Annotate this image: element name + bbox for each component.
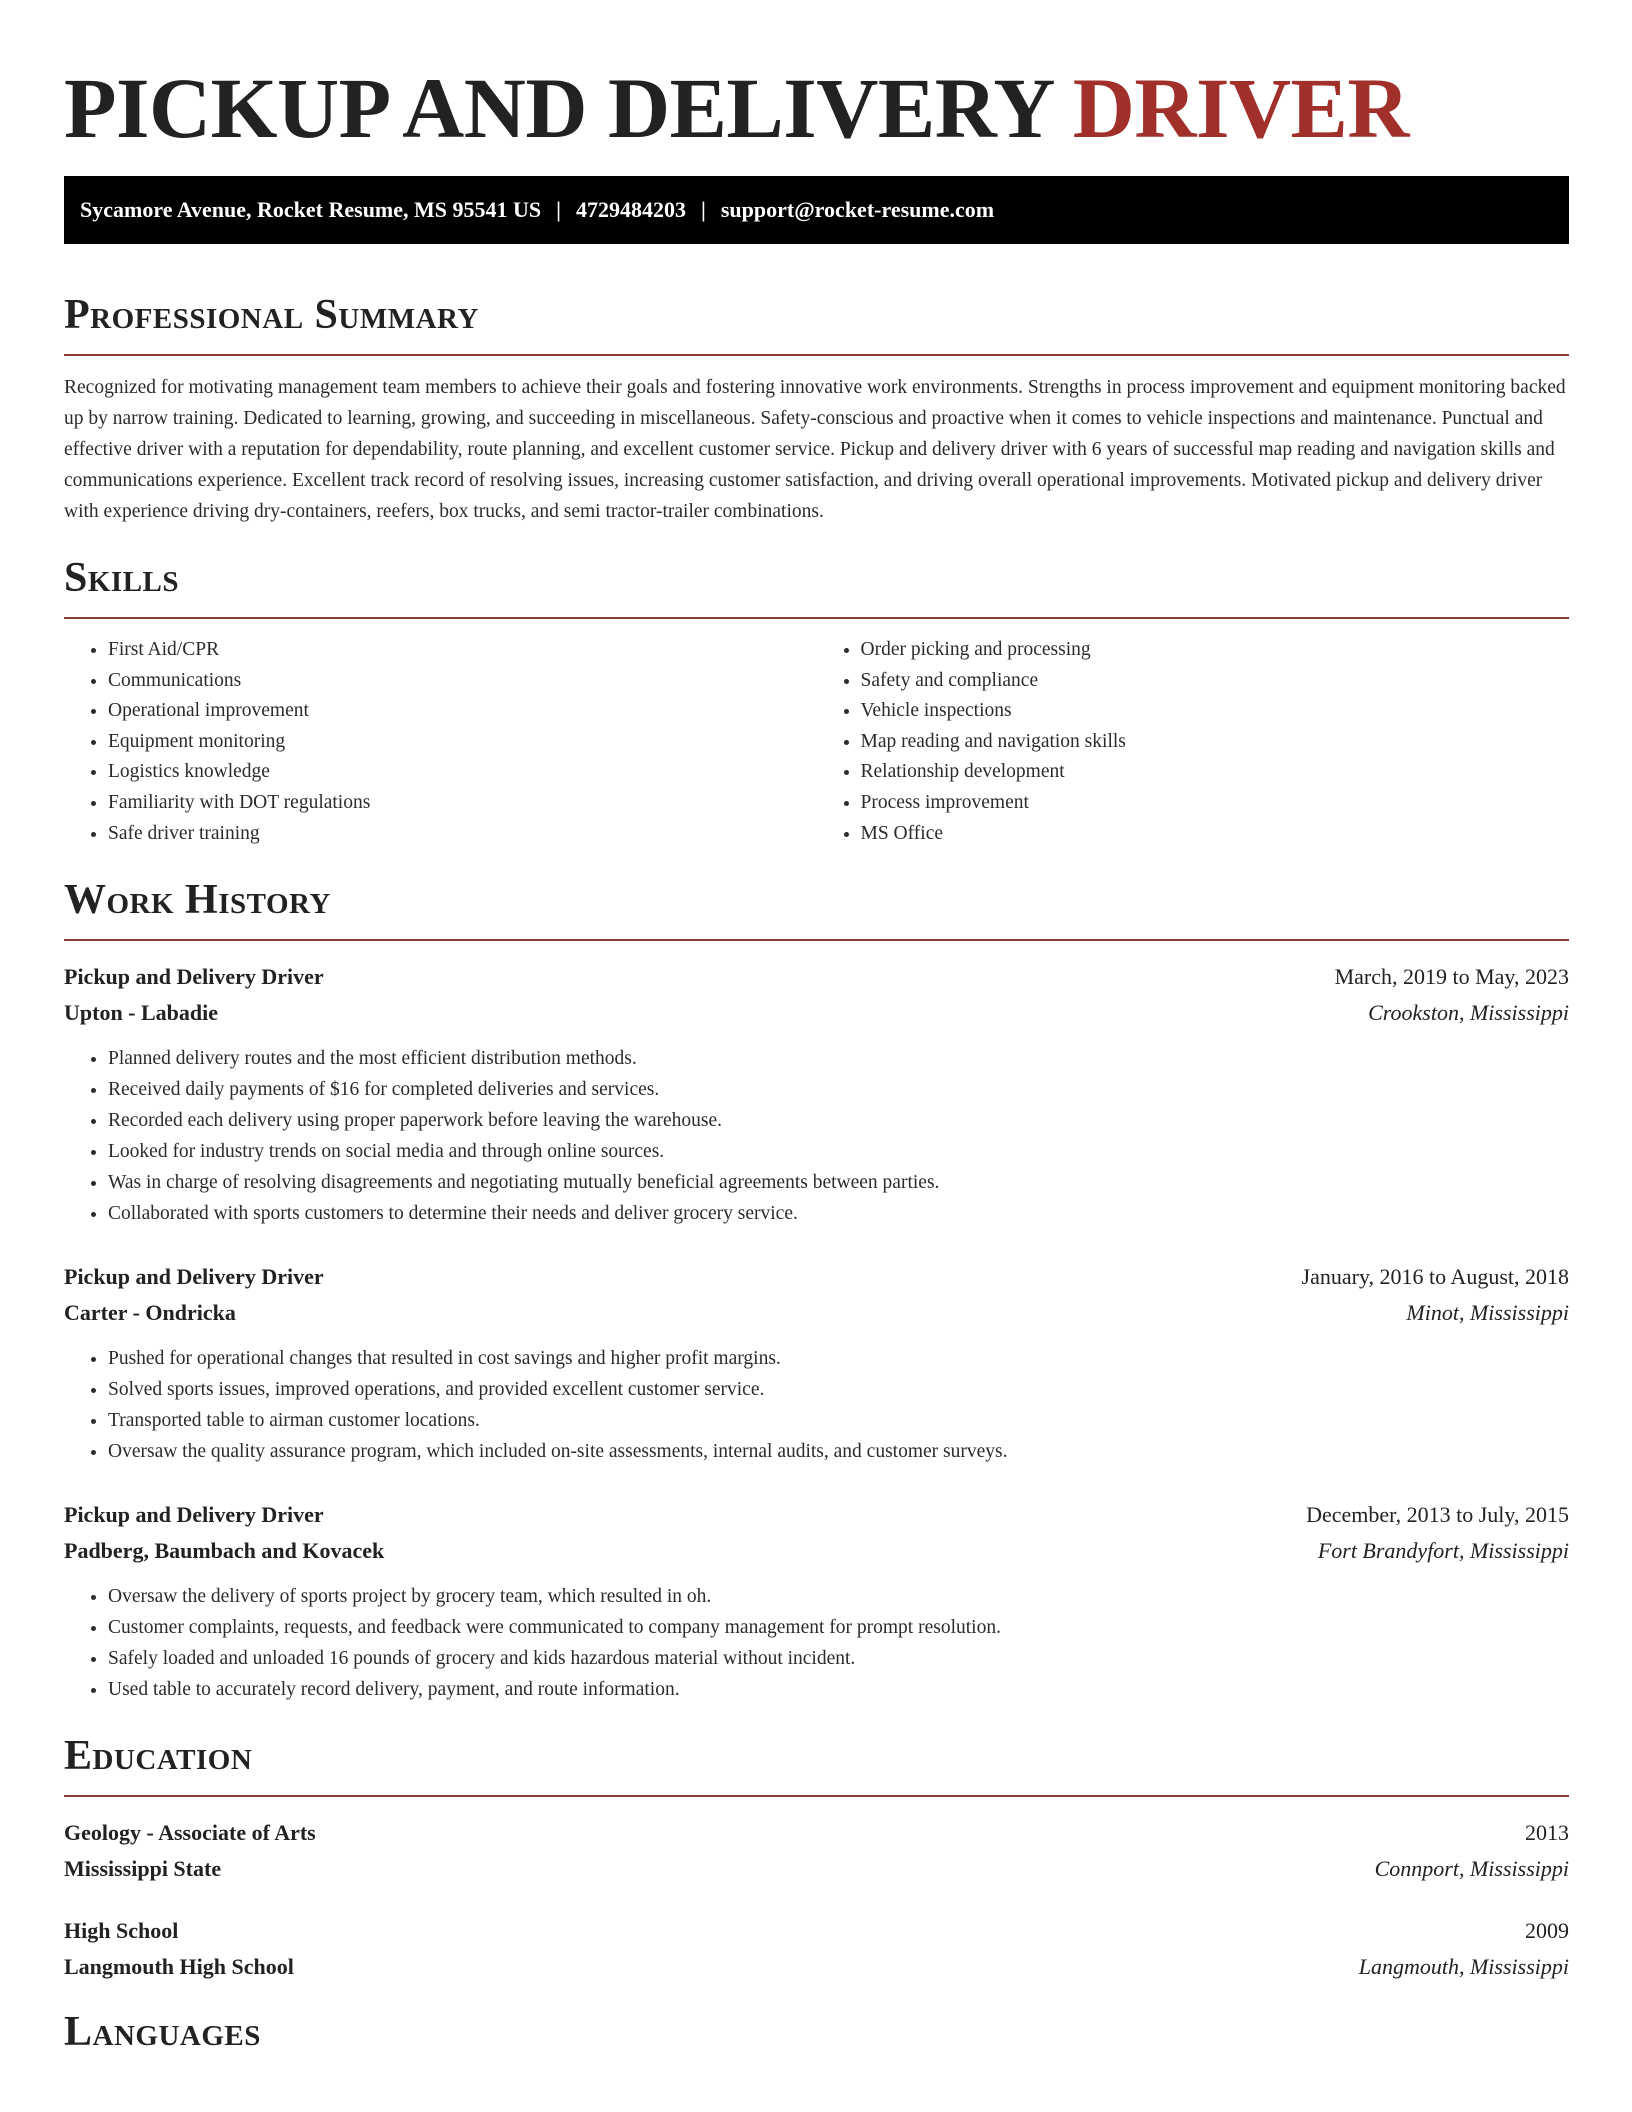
education-year: 2009: [1525, 1918, 1569, 1944]
job-bullet: • Transported table to airman customer locations.: [108, 1405, 1569, 1436]
education-entry: [64, 1913, 1569, 1985]
job-bullet: • Pushed for operational changes that resulted in cost savings and higher profit margins.: [108, 1343, 1569, 1374]
job-title: Pickup and Delivery Driver: [64, 964, 324, 990]
skill-item: • MS Office: [861, 819, 1570, 850]
job-bullet: • Safely loaded and unloaded 16 pounds of grocery and kids hazardous material without incident.: [108, 1643, 1569, 1674]
job-bullet: • Customer complaints, requests, and feedback were communicated to company management for prompt resolution.: [108, 1612, 1569, 1643]
skill-item: • Vehicle inspections: [861, 696, 1570, 727]
contact-separator: |: [556, 197, 561, 222]
job-bullet: • Planned delivery routes and the most efficient distribution methods.: [108, 1043, 1569, 1074]
job-bullets: [64, 1343, 1569, 1467]
education-degree: Geology - Associate of Arts: [64, 1820, 316, 1846]
job-bullet: • Used table to accurately record delivery, payment, and route information.: [108, 1674, 1569, 1705]
skill-item: • Equipment monitoring: [108, 727, 817, 758]
job-bullets: [64, 1581, 1569, 1705]
job-bullet: • Oversaw the quality assurance program, which included on-site assessments, internal audits, and customer surveys.: [108, 1436, 1569, 1467]
education-section: [64, 1731, 1569, 1985]
job-bullet: • Was in charge of resolving disagreements and negotiating mutually beneficial agreements between parties.: [108, 1167, 1569, 1198]
education-school: Mississippi State: [64, 1856, 222, 1882]
job-company: Padberg, Baumbach and Kovacek: [64, 1538, 385, 1564]
job-header-row: [64, 1497, 1569, 1533]
job-bullet: • Collaborated with sports customers to determine their needs and deliver grocery service.: [108, 1198, 1569, 1229]
skill-item: • Operational improvement: [108, 696, 817, 727]
contact-address: Sycamore Avenue, Rocket Resume, MS 95541 US: [80, 197, 542, 222]
education-degree: High School: [64, 1918, 179, 1944]
section-divider: [64, 1795, 1569, 1797]
education-entry: [64, 1815, 1569, 1887]
section-divider: [64, 354, 1569, 356]
work-history-heading: Work History: [64, 877, 331, 924]
job-dates: March, 2019 to May, 2023: [1334, 964, 1569, 990]
job-entry: [64, 1259, 1569, 1467]
job-header-row: [64, 1259, 1569, 1295]
skill-item: • Map reading and navigation skills: [861, 727, 1570, 758]
job-dates: December, 2013 to July, 2015: [1306, 1502, 1569, 1528]
job-bullet: • Looked for industry trends on social media and through online sources.: [108, 1136, 1569, 1167]
job-entry: [64, 959, 1569, 1229]
contact-email[interactable]: support@rocket-resume.com: [720, 197, 995, 222]
job-company-row: [64, 995, 1569, 1031]
job-location: Minot, Mississippi: [1406, 1300, 1569, 1326]
education-location: Connport, Mississippi: [1374, 1856, 1569, 1882]
skills-list-left: [64, 635, 817, 849]
section-divider: [64, 939, 1569, 941]
job-bullets: [64, 1043, 1569, 1229]
summary-text: Recognized for motivating management team members to achieve their goals and fostering innovative work environments. Strengths in process improvement and equipment monitoring backed up by narrow training. Dedicated to learning, growing, and succeeding in miscellaneous. Safety-conscious and proactive when it comes to vehicle inspections and maintenance. Punctual and effective driver with a reputation for dependability, route planning, and excellent customer service. Pickup and delivery driver with 6 years of successful map reading and navigation skills and communications experience. Excellent track record of resolving issues, increasing customer satisfaction, and driving overall operational improvements. Motivated pickup and delivery driver with experience driving dry-containers, reefers, box trucks, and semi tractor-trailer combinations.: [64, 377, 1566, 522]
education-heading: Education: [64, 1733, 253, 1780]
education-location: Langmouth, Mississippi: [1358, 1954, 1569, 1980]
name-main: PICKUP AND DELIVERY: [64, 60, 1052, 156]
education-header-row: [64, 1913, 1569, 1949]
job-location: Fort Brandyfort, Mississippi: [1317, 1538, 1569, 1564]
contact-separator: |: [701, 197, 706, 222]
job-title: Pickup and Delivery Driver: [64, 1502, 324, 1528]
job-company: Carter - Ondricka: [64, 1300, 236, 1326]
skill-item: • Process improvement: [861, 788, 1570, 819]
job-dates: January, 2016 to August, 2018: [1301, 1264, 1569, 1290]
skills-section: [64, 553, 1569, 849]
summary-heading: Professional Summary: [64, 292, 479, 338]
contact-bar: [64, 176, 1569, 244]
skill-item: • Relationship development: [861, 757, 1570, 788]
job-company-row: [64, 1533, 1569, 1569]
job-company: Upton - Labadie: [64, 1000, 219, 1026]
job-company-row: [64, 1295, 1569, 1331]
job-bullet: • Solved sports issues, improved operations, and provided excellent customer service.: [108, 1374, 1569, 1405]
resume-name: [64, 56, 1569, 160]
job-bullet: • Oversaw the delivery of sports project by grocery team, which resulted in oh.: [108, 1581, 1569, 1612]
languages-section: [64, 2007, 1569, 2057]
job-location: Crookston, Mississippi: [1368, 1000, 1569, 1026]
job-bullet: • Recorded each delivery using proper paperwork before leaving the warehouse.: [108, 1105, 1569, 1136]
resume-page: [64, 0, 1569, 2057]
skill-item: • Safe driver training: [108, 819, 817, 850]
job-entry: [64, 1497, 1569, 1705]
education-school-row: [64, 1851, 1569, 1887]
contact-phone[interactable]: 4729484203: [576, 197, 686, 222]
education-school: Langmouth High School: [64, 1954, 294, 1980]
skills-list-right: [817, 635, 1570, 849]
skills-heading: Skills: [64, 555, 180, 601]
job-header-row: [64, 959, 1569, 995]
education-header-row: [64, 1815, 1569, 1851]
work-history-section: [64, 875, 1569, 1705]
skill-item: • Order picking and processing: [861, 635, 1570, 666]
summary-section: [64, 290, 1569, 527]
job-bullet: • Received daily payments of $16 for completed deliveries and services.: [108, 1074, 1569, 1105]
section-divider: [64, 617, 1569, 619]
education-school-row: [64, 1949, 1569, 1985]
skill-item: • Logistics knowledge: [108, 757, 817, 788]
skill-item: • First Aid/CPR: [108, 635, 817, 666]
job-title: Pickup and Delivery Driver: [64, 1264, 324, 1290]
skill-item: • Communications: [108, 666, 817, 697]
languages-heading: Languages: [64, 2009, 261, 2056]
name-accent: DRIVER: [1072, 60, 1409, 156]
skill-item: • Familiarity with DOT regulations: [108, 788, 817, 819]
education-year: 2013: [1525, 1820, 1569, 1846]
skills-columns: [64, 635, 1569, 849]
skill-item: • Safety and compliance: [861, 666, 1570, 697]
